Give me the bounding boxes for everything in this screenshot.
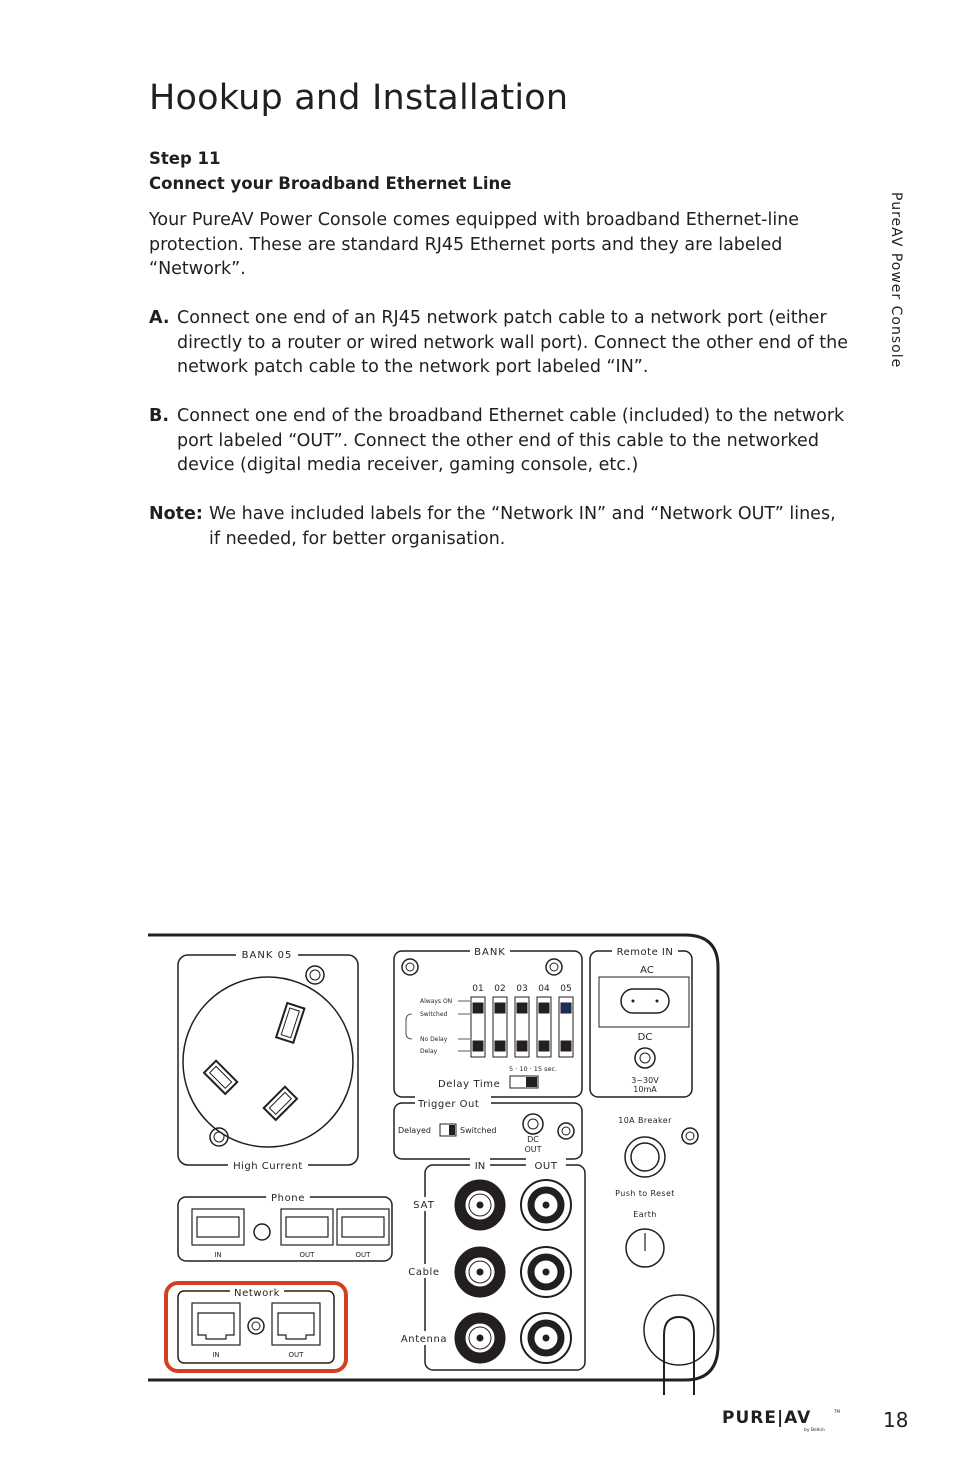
antenna-label: Antenna (400, 1334, 448, 1345)
ac-outlet-icon (183, 977, 353, 1147)
delay-seconds-label: 5 · 10 · 15 sec. (509, 1065, 558, 1073)
ac-label: AC (640, 965, 654, 976)
switched-small-label: Switched (420, 1011, 448, 1018)
dc-current-label: 10mA (633, 1085, 657, 1094)
phone-jacks (192, 1209, 389, 1245)
power-cord-grommet-icon (644, 1295, 714, 1365)
sat-label: SAT (413, 1200, 435, 1211)
bank-number-01: 01 (472, 984, 484, 994)
ac-inlet-icon (621, 989, 669, 1013)
note-text: We have included labels for the “Network IN” and “Network OUT” lines, if needed, for better organisation. (209, 504, 836, 549)
instruction-a-label: A. (149, 308, 170, 328)
instruction-b-label: B. (149, 406, 169, 426)
network-port-in: IN (212, 1351, 220, 1359)
cable-label: Cable (408, 1267, 440, 1278)
bank-label: BANK (474, 947, 506, 958)
no-delay-label: No Delay (420, 1036, 448, 1043)
bank-number-05: 05 (560, 984, 572, 994)
trigger-out-label: Trigger Out (418, 1099, 480, 1110)
switched-label: Switched (460, 1126, 497, 1135)
network-panel (178, 1291, 334, 1363)
bank-number-03: 03 (516, 984, 528, 994)
side-running-title: PureAV Power Console (888, 192, 904, 369)
coax-connectors (455, 1180, 571, 1363)
logo-wordmark: PURE|AV (722, 1408, 812, 1428)
phone-port-out-2: OUT (355, 1251, 371, 1259)
network-rj45-ports (192, 1303, 320, 1345)
av-in-label: IN (474, 1161, 486, 1172)
dc-jack-icon (635, 1048, 655, 1068)
dc-out-label-2: OUT (524, 1145, 542, 1154)
logo-byline: by Belkin (804, 1428, 825, 1433)
bank05-label: BANK 05 (241, 950, 293, 961)
remote-in-label: Remote IN (616, 947, 674, 958)
always-on-label: Always ON (420, 998, 453, 1005)
step-number: Step 11 (149, 149, 221, 168)
bank05-panel (178, 955, 358, 1165)
dc-label: DC (637, 1032, 653, 1043)
page-number: 18 (883, 1408, 909, 1432)
instruction-b-text: Connect one end of the broadband Ethernet cable (included) to the network port labeled “OUT”. Connect the other end of this cable to the networked device (digital media receiver, gaming console, etc.) (177, 406, 845, 475)
phone-label: Phone (271, 1193, 305, 1204)
bank-number-04: 04 (538, 984, 550, 994)
phone-port-in: IN (214, 1251, 222, 1259)
step-heading: Connect your Broadband Ethernet Line (149, 173, 512, 193)
bank-number-02: 02 (494, 984, 506, 994)
instruction-a (149, 306, 849, 380)
delay-time-label: Delay Time (438, 1079, 501, 1090)
dc-out-label-1: DC (527, 1135, 539, 1144)
dc-out-jack-icon (523, 1114, 543, 1134)
note (149, 502, 849, 551)
dc-rating-label: 3~30V (631, 1076, 659, 1085)
note-label: Note: (149, 504, 203, 524)
step-content (149, 147, 849, 551)
av-out-label: OUT (534, 1161, 558, 1172)
bank-switch-panel (394, 951, 582, 1097)
bank-switches (471, 997, 573, 1057)
intro-paragraph: Your PureAV Power Console comes equipped with broadband Ethernet-line protection. These are standard RJ45 Ethernet ports and they are labeled “Network”. (149, 210, 800, 279)
page-title: Hookup and Installation (149, 78, 569, 118)
delay-small-label: Delay (420, 1048, 438, 1055)
network-port-out: OUT (288, 1351, 304, 1359)
phone-port-out-1: OUT (299, 1251, 315, 1259)
earth-label: Earth (633, 1210, 657, 1219)
power-console-back-panel-diagram (140, 925, 730, 1395)
logo-tm: TM (834, 1409, 840, 1414)
push-reset-label: Push to Reset (615, 1189, 675, 1198)
high-current-label: High Current (233, 1161, 303, 1172)
breaker-label: 10A Breaker (618, 1116, 672, 1125)
instruction-a-text: Connect one end of an RJ45 network patch cable to a network port (either directly to a router or wired network wall port). Connect the other end of the network patch cable to the network port labeled “IN”. (177, 308, 848, 377)
pureav-logo (722, 1407, 850, 1435)
delayed-label: Delayed (398, 1126, 431, 1135)
instruction-b (149, 404, 849, 478)
network-label: Network (234, 1288, 280, 1299)
